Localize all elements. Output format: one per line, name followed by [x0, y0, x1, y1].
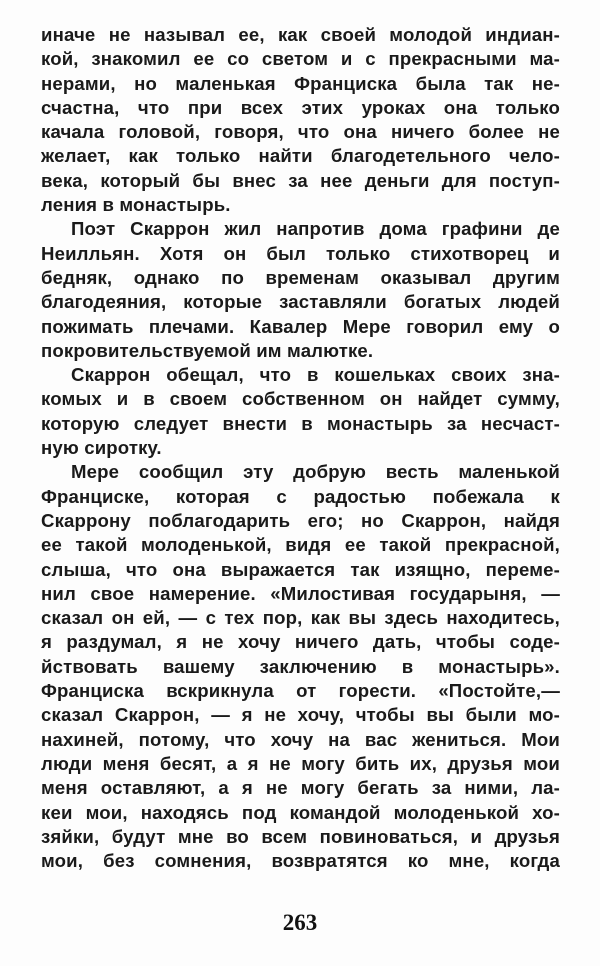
text-line: меня оставляют, а я не могу бегать за ними, ла- — [41, 777, 560, 799]
text-line: Франциске, которая с радостью побежала к — [41, 485, 560, 507]
text-line: покровительствуемой им малютке. — [41, 339, 374, 361]
text-line: комых и в своем собственном он найдет сумму, — [41, 388, 560, 410]
text-line: я раздумал, я не хочу ничего дать, чтобы соде- — [41, 631, 560, 653]
text-line: нил свое намерение. «Милостивая государыня, — — [41, 582, 560, 604]
text-line: слыша, что она выражается так изящно, переме- — [41, 558, 560, 580]
text-line: иначе не называл ее, как своей молодой индиан- — [41, 24, 560, 45]
text-line: благодеяния, которые заставляли богатых людей — [41, 291, 560, 313]
text-line: сказал Скаррон, — я не хочу, чтобы вы были мо- — [41, 704, 560, 726]
text-line: желает, как только найти благодетельного чело- — [41, 145, 560, 167]
text-line: ее такой молоденькой, видя ее такой прекрасной, — [41, 534, 560, 556]
text-line: Мере сообщил эту добрую весть маленькой — [71, 461, 560, 483]
text-line: счастна, что при всех этих уроках она только — [41, 96, 560, 118]
text-line: Скаррон обещал, что в кошельках своих зна- — [71, 364, 560, 386]
text-line: нерами, но маленькая Франциска была так не- — [41, 72, 560, 94]
text-line: бедняк, однако по временам оказывал другим — [41, 266, 560, 288]
text-line: Скаррону поблагодарить его; но Скаррон, найдя — [41, 509, 560, 531]
text-line: Поэт Скаррон жил напротив дома графини де — [71, 218, 560, 240]
text-line: люди меня бесят, а я не могу бить их, друзья мои — [41, 752, 560, 774]
text-line: пожимать плечами. Кавалер Мере говорил ему о — [41, 315, 560, 337]
page-number: 263 — [282, 910, 318, 935]
paragraph-2 — [41, 217, 560, 363]
text-line: нахиней, потому, что хочу на вас жениться. Мои — [41, 728, 560, 750]
text-line: йствовать вашему заключению в монастырь». — [41, 655, 560, 677]
body-text — [41, 23, 560, 873]
text-line: ную сиротку. — [41, 437, 162, 459]
text-line: Неилльян. Хотя он был только стихотворец и — [41, 242, 560, 264]
text-line: зяйки, будут мне во всем повиноваться, и друзья — [41, 825, 560, 847]
text-line: кеи мои, находясь под командой молоденькой хо- — [41, 801, 560, 823]
paragraph-4 — [41, 460, 560, 873]
text-line: ления в монастырь. — [41, 194, 231, 216]
text-line: сказал он ей, — с тех пор, как вы здесь находитесь, — [41, 607, 560, 629]
text-line: века, который бы внес за нее деньги для поступ- — [41, 169, 560, 191]
text-line: мои, без сомнения, возвратятся ко мне, когда — [41, 850, 560, 872]
paragraph-1 — [41, 23, 560, 217]
text-line: Франциска вскрикнула от горести. «Постойте,— — [41, 680, 560, 702]
text-line: качала головой, говоря, что она ничего более не — [41, 121, 560, 143]
text-line: кой, знакомил ее со светом и с прекрасными ма- — [41, 48, 560, 70]
text-line: которую следует внести в монастырь за несчаст- — [41, 412, 560, 434]
paragraph-3 — [41, 363, 560, 460]
